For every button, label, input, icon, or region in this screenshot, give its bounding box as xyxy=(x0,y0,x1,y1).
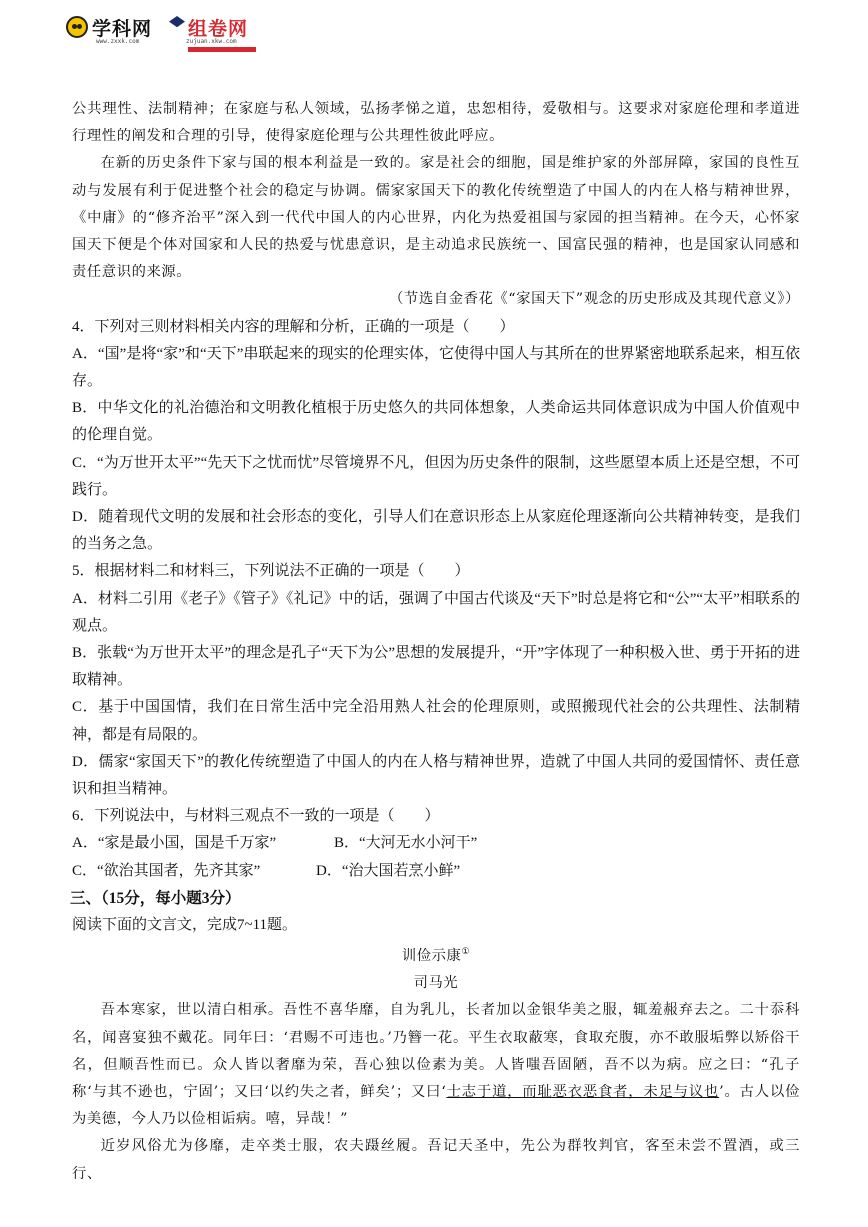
question-4-option-a: A．“国”是将“家”和“天下”串联起来的现实的伦理实体，它使得中国人与其所在的世界紧密地联系起来，相互依存。 xyxy=(72,345,800,390)
logo-brand-zujuan: 组卷网 xyxy=(188,18,249,40)
footnote-marker: ① xyxy=(461,947,471,958)
classical-text-paragraph-2: 近岁风俗尤为侈靡，走卒类士服，农夫蹑丝履。吾记天圣中，先公为群牧判官，客至未尝不置酒，或三行、 xyxy=(72,1138,800,1182)
essay-paragraph-1: 公共理性、法制精神；在家庭与私人领域，弘扬孝悌之道，忠恕相待，爱敬相与。这要求对家庭伦理和孝道进行理性的阐发和合理的引导，使得家庭伦理与公共理性彼此呼应。 xyxy=(72,101,800,145)
question-5-option-b: B．张载“为万世开太平”的理念是孔子“天下为公”思想的发展提升，“开”字体现了一种积极入世、勇于开拓的进取精神。 xyxy=(72,645,800,689)
question-6-option-b: B．“大河无水小河干” xyxy=(334,835,478,852)
smiley-logo-icon xyxy=(66,16,88,38)
paragraph-1-text-before: 吾本寒家，世以清白相承。吾性不喜华靡，自为乳儿，长者加以金银华美之服，辄羞赧弃去之。二十忝科名，闻喜宴独不戴花。同年曰：‘君赐不可违也。’乃簪一花。平生衣取蔽寒，食取充腹，亦不敢服垢弊以矫俗干名，但顺吾性而已。众人皆以奢靡为荣，吾心独以俭素为美。人皆嗤吾固陋，吾不以为病。应之曰：“孔子称‘与其不逊也，宁固’；又曰‘以约失之者，鲜矣’；又曰‘ xyxy=(72,1002,800,1101)
logo-red-bar xyxy=(188,47,256,52)
section-3-instruction: 阅读下面的文言文，完成7~11题。 xyxy=(72,917,298,934)
question-6-option-a: A．“家是最小国，国是千万家” xyxy=(72,835,277,852)
question-6-option-d: D．“治大国若烹小鲜” xyxy=(316,862,461,879)
site-logo xyxy=(66,14,256,46)
question-5-option-a: A．材料二引用《老子》《管子》《礼记》中的话，强调了中国古代谈及“天下”时总是将它和“公”“太平”相联系的观点。 xyxy=(72,590,800,634)
question-6-stem: 6．下列说法中，与材料三观点不一致的一项是（ ） xyxy=(72,808,440,825)
classical-text-author: 司马光 xyxy=(413,975,459,992)
paragraph-1-text-after: ’。古人以俭为美德，今人乃以俭相诟病。嘻，异哉！” xyxy=(72,1084,800,1128)
question-5-option-d: D．儒家“家国天下”的教化传统塑造了中国人的内在人格与精神世界，造就了中国人共同的爱国情怀、责任意识和担当精神。 xyxy=(72,753,800,798)
classical-text-paragraph-1 xyxy=(72,997,800,1133)
question-6-options-row-1 xyxy=(72,830,800,857)
question-6-options-row-2 xyxy=(72,858,800,885)
graduation-cap-icon xyxy=(169,16,185,30)
question-5-option-c: C．基于中国国情，我们在日常生活中完全沿用熟人社会的伦理原则，或照搬现代社会的公共理性、法制精神，都是有局限的。 xyxy=(72,699,800,743)
classical-text-title-text: 训俭示康 xyxy=(401,948,462,965)
logo-url-xkw: www.zxxk.com xyxy=(96,38,140,45)
section-3-heading: 三、（15分，每小题3分） xyxy=(70,889,241,907)
logo-url-zujuan: zujuan.xkw.com xyxy=(186,38,237,45)
essay-paragraph-2: 在新的历史条件下家与国的根本利益是一致的。家是社会的细胞，国是维护家的外部屏障，家国的良性互动与发展有利于促进整个社会的稳定与协调。儒家家国天下的教化传统塑造了中国人的内在人格与精神世界，《中庸》的“修齐治平”深入到一代代中国人的内心世界，内化为热爱祖国与家园的担当精神。在今天，心怀家国天下便是个体对国家和人民的热爱与忧患意识，是主动追求民族统一、国富民强的精神，也是国家认同感和责任意识的来源。 xyxy=(72,155,800,281)
question-4-option-c: C．“为万世开太平”“先天下之忧而忧”尽管境界不凡，但因为历史条件的限制，这些愿望本质上还是空想，不可践行。 xyxy=(72,454,800,498)
question-4-stem: 4．下列对三则材料相关内容的理解和分析，正确的一项是（ ） xyxy=(72,318,515,335)
classical-text-title xyxy=(72,939,800,970)
question-4-option-b: B．中华文化的礼治德治和文明教化植根于历史悠久的共同体想象，人类命运共同体意识成为中国人价值观中的伦理自觉。 xyxy=(72,400,800,444)
question-6-option-c: C．“欲治其国者，先齐其家” xyxy=(72,862,261,879)
essay-source: （节选自金香花《“家国天下”观念的历史形成及其现代意义》） xyxy=(389,291,800,308)
logo-brand-xkw: 学科网 xyxy=(92,18,153,40)
question-4-option-d: D．随着现代文明的发展和社会形态的变化，引导人们在意识形态上从家庭伦理逐渐向公共精神转变，是我们的当务之急。 xyxy=(72,509,800,553)
document-body xyxy=(72,96,800,1188)
question-5-stem: 5．根据材料二和材料三，下列说法不正确的一项是（ ） xyxy=(72,563,470,580)
underlined-sentence: 士志于道，而耻恶衣恶食者，未足与议也 xyxy=(446,1084,720,1101)
